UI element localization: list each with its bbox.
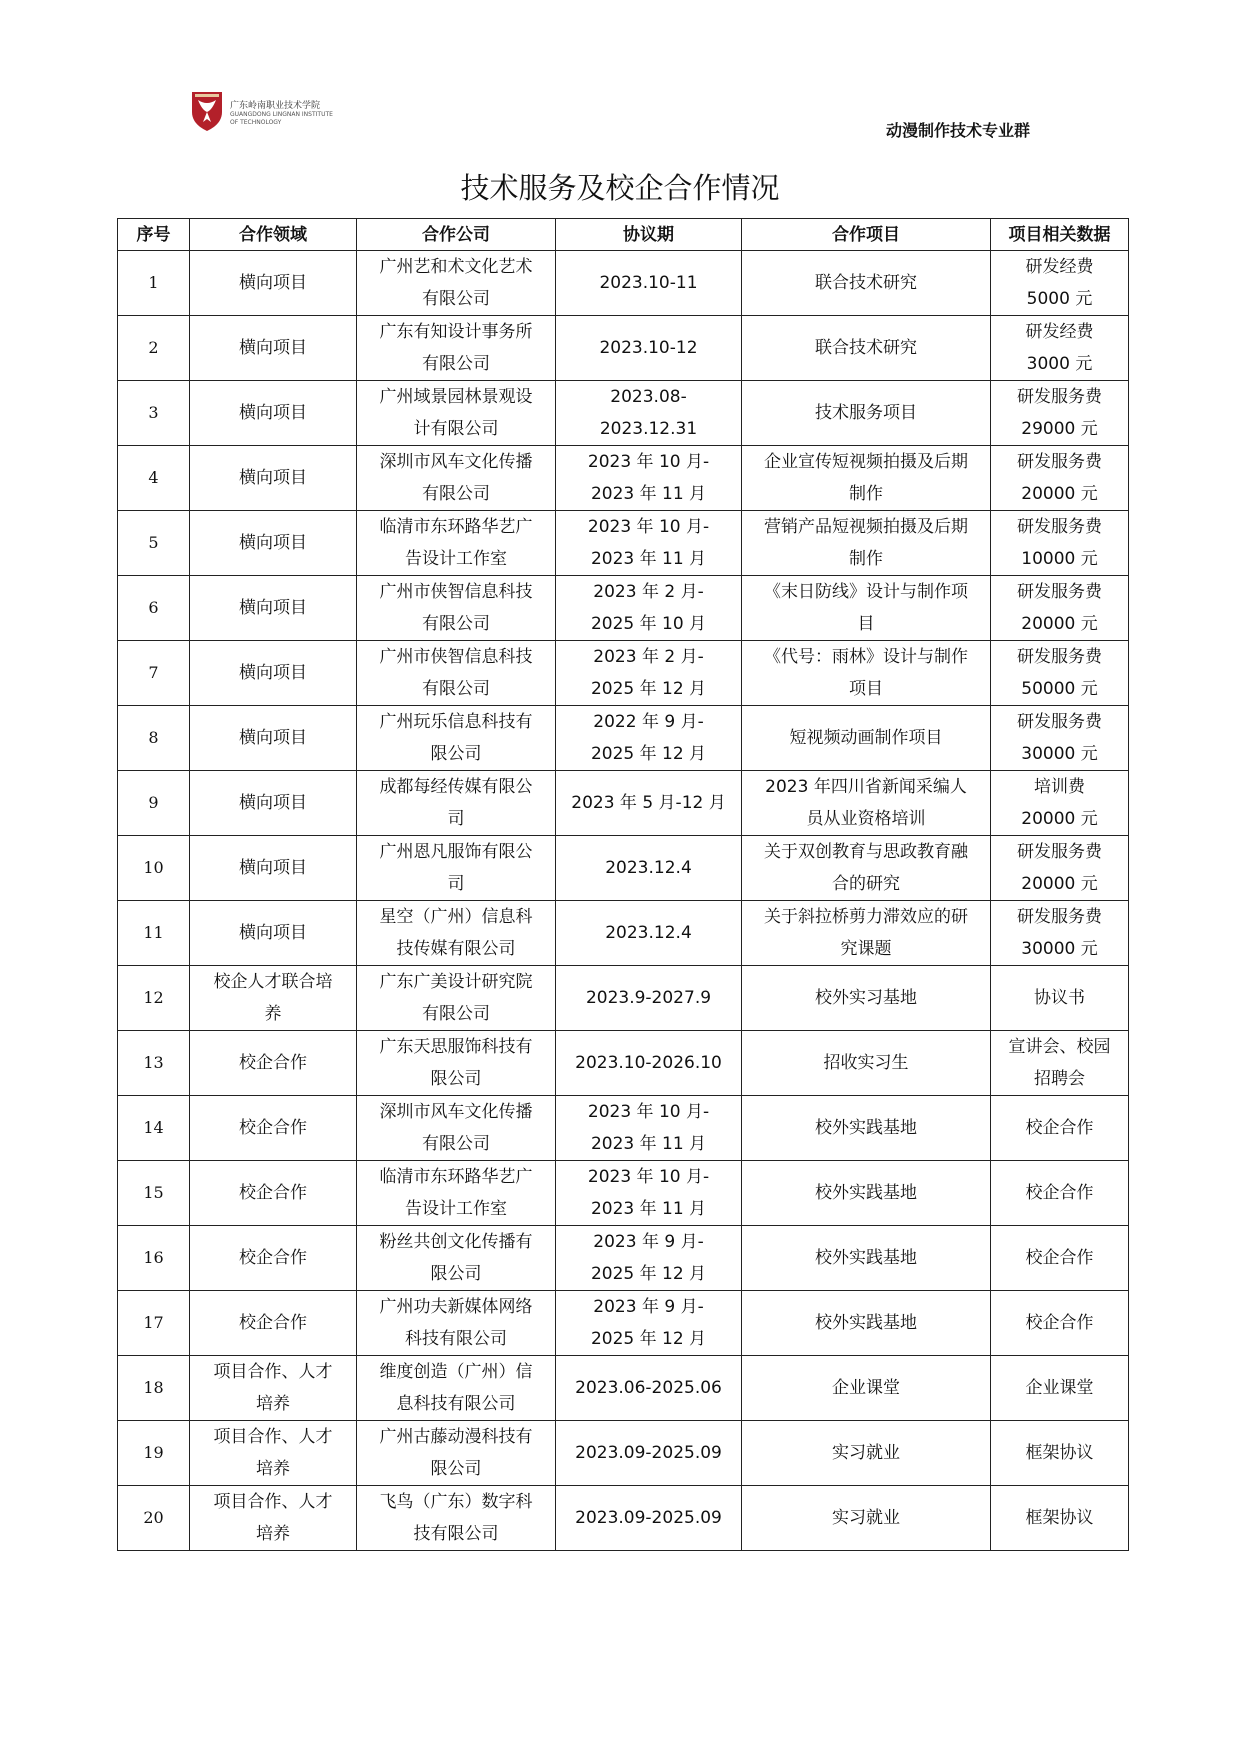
- cell-project: 校外实践基地: [742, 1161, 991, 1226]
- cell-project: 实习就业: [742, 1486, 991, 1551]
- cell-data: 研发经费 3000 元: [991, 316, 1129, 381]
- cell-period: 2023 年 2 月- 2025 年 12 月: [556, 641, 742, 706]
- cell-data: 研发服务费 30000 元: [991, 901, 1129, 966]
- table-row: [118, 836, 1129, 901]
- logo-school-name: 广东岭南职业技术学院: [230, 101, 321, 111]
- cell-field: 横向项目: [190, 836, 357, 901]
- cell-period: 2022 年 9 月- 2025 年 12 月: [556, 706, 742, 771]
- cell-field: 横向项目: [190, 641, 357, 706]
- cell-field: 横向项目: [190, 771, 357, 836]
- column-header-field: 合作领域: [190, 219, 357, 251]
- column-header-project: 合作项目: [742, 219, 991, 251]
- cell-period: 2023.06-2025.06: [556, 1356, 742, 1421]
- cell-data: 校企合作: [991, 1161, 1129, 1226]
- cell-field: 横向项目: [190, 511, 357, 576]
- cell-project: 《代号：雨林》设计与制作 项目: [742, 641, 991, 706]
- cell-field: 横向项目: [190, 901, 357, 966]
- cell-data: 研发服务费 50000 元: [991, 641, 1129, 706]
- cell-data: 企业课堂: [991, 1356, 1129, 1421]
- table-row: [118, 576, 1129, 641]
- page-title: 技术服务及校企合作情况: [460, 171, 780, 205]
- cell-project: 短视频动画制作项目: [742, 706, 991, 771]
- cell-company: 广州市侠智信息科技 有限公司: [357, 641, 556, 706]
- cell-data: 校企合作: [991, 1226, 1129, 1291]
- cell-data: 研发服务费 10000 元: [991, 511, 1129, 576]
- cell-project: 关于斜拉桥剪力滞效应的研 究课题: [742, 901, 991, 966]
- cell-period: 2023 年 10 月- 2023 年 11 月: [556, 446, 742, 511]
- cell-period: 2023.08- 2023.12.31: [556, 381, 742, 446]
- cell-company: 维度创造（广州）信 息科技有限公司: [357, 1356, 556, 1421]
- cell-no: 5: [118, 511, 190, 576]
- school-logo: [190, 90, 340, 136]
- professional-group-label: 动漫制作技术专业群: [885, 121, 1030, 140]
- cell-company: 临清市东环路华艺广 告设计工作室: [357, 1161, 556, 1226]
- cell-no: 2: [118, 316, 190, 381]
- cell-no: 16: [118, 1226, 190, 1291]
- cell-no: 15: [118, 1161, 190, 1226]
- cell-field: 横向项目: [190, 576, 357, 641]
- cell-no: 12: [118, 966, 190, 1031]
- cell-no: 19: [118, 1421, 190, 1486]
- cell-period: 2023 年 10 月- 2023 年 11 月: [556, 1096, 742, 1161]
- cell-no: 4: [118, 446, 190, 511]
- cell-company: 广州古藤动漫科技有 限公司: [357, 1421, 556, 1486]
- cell-company: 广州市侠智信息科技 有限公司: [357, 576, 556, 641]
- cell-period: 2023 年 10 月- 2023 年 11 月: [556, 1161, 742, 1226]
- cell-data: 研发经费 5000 元: [991, 251, 1129, 316]
- cell-field: 项目合作、人才 培养: [190, 1421, 357, 1486]
- cell-field: 校企合作: [190, 1291, 357, 1356]
- cell-project: 联合技术研究: [742, 316, 991, 381]
- table-row: [118, 316, 1129, 381]
- cell-period: 2023.12.4: [556, 836, 742, 901]
- cell-no: 20: [118, 1486, 190, 1551]
- cell-field: 横向项目: [190, 381, 357, 446]
- column-header-company: 合作公司: [357, 219, 556, 251]
- cell-field: 校企合作: [190, 1031, 357, 1096]
- cell-no: 10: [118, 836, 190, 901]
- cell-project: 实习就业: [742, 1421, 991, 1486]
- cell-company: 广东广美设计研究院 有限公司: [357, 966, 556, 1031]
- cell-period: 2023.10-12: [556, 316, 742, 381]
- cell-company: 粉丝共创文化传播有 限公司: [357, 1226, 556, 1291]
- cell-company: 临清市东环路华艺广 告设计工作室: [357, 511, 556, 576]
- table-body: [118, 251, 1129, 1551]
- table-row: [118, 1161, 1129, 1226]
- cell-data: 校企合作: [991, 1291, 1129, 1356]
- cell-project: 校外实践基地: [742, 1226, 991, 1291]
- cell-company: 星空（广州）信息科 技传媒有限公司: [357, 901, 556, 966]
- cell-period: 2023 年 9 月- 2025 年 12 月: [556, 1291, 742, 1356]
- cell-no: 14: [118, 1096, 190, 1161]
- cell-no: 17: [118, 1291, 190, 1356]
- table-row: [118, 381, 1129, 446]
- cell-data: 研发服务费 20000 元: [991, 446, 1129, 511]
- cell-data: 协议书: [991, 966, 1129, 1031]
- table-row: [118, 901, 1129, 966]
- table-row: [118, 1486, 1129, 1551]
- cell-project: 企业宣传短视频拍摄及后期 制作: [742, 446, 991, 511]
- cell-data: 研发服务费 20000 元: [991, 576, 1129, 641]
- cell-field: 项目合作、人才 培养: [190, 1356, 357, 1421]
- table-row: [118, 1356, 1129, 1421]
- table-row: [118, 641, 1129, 706]
- cell-no: 1: [118, 251, 190, 316]
- column-header-data: 项目相关数据: [991, 219, 1129, 251]
- table-row: [118, 771, 1129, 836]
- cell-company: 深圳市风车文化传播 有限公司: [357, 1096, 556, 1161]
- cell-field: 横向项目: [190, 251, 357, 316]
- cell-project: 关于双创教育与思政教育融 合的研究: [742, 836, 991, 901]
- cell-period: 2023 年 10 月- 2023 年 11 月: [556, 511, 742, 576]
- table-row: [118, 511, 1129, 576]
- cell-field: 横向项目: [190, 316, 357, 381]
- cell-company: 深圳市风车文化传播 有限公司: [357, 446, 556, 511]
- cell-field: 校企人才联合培 养: [190, 966, 357, 1031]
- cell-company: 广州域景园林景观设 计有限公司: [357, 381, 556, 446]
- table-row: [118, 1421, 1129, 1486]
- cell-data: 研发服务费 20000 元: [991, 836, 1129, 901]
- cell-company: 广东天思服饰科技有 限公司: [357, 1031, 556, 1096]
- cell-data: 校企合作: [991, 1096, 1129, 1161]
- cell-field: 校企合作: [190, 1161, 357, 1226]
- cell-project: 《末日防线》设计与制作项 目: [742, 576, 991, 641]
- cell-company: 广州玩乐信息科技有 限公司: [357, 706, 556, 771]
- cell-period: 2023 年 5 月-12 月: [556, 771, 742, 836]
- cell-project: 校外实习基地: [742, 966, 991, 1031]
- table-row: [118, 966, 1129, 1031]
- cell-no: 9: [118, 771, 190, 836]
- cell-data: 培训费 20000 元: [991, 771, 1129, 836]
- cooperation-table: [117, 218, 1129, 1551]
- cell-company: 广州功夫新媒体网络 科技有限公司: [357, 1291, 556, 1356]
- cell-company: 广州恩凡服饰有限公 司: [357, 836, 556, 901]
- cell-no: 7: [118, 641, 190, 706]
- cell-no: 13: [118, 1031, 190, 1096]
- cell-project: 校外实践基地: [742, 1096, 991, 1161]
- cell-project: 技术服务项目: [742, 381, 991, 446]
- table-row: [118, 1291, 1129, 1356]
- column-header-no: 序号: [118, 219, 190, 251]
- cell-project: 营销产品短视频拍摄及后期 制作: [742, 511, 991, 576]
- table-row: [118, 251, 1129, 316]
- cell-project: 校外实践基地: [742, 1291, 991, 1356]
- cell-no: 6: [118, 576, 190, 641]
- cell-field: 校企合作: [190, 1226, 357, 1291]
- cell-field: 项目合作、人才 培养: [190, 1486, 357, 1551]
- cell-period: 2023.12.4: [556, 901, 742, 966]
- school-emblem-icon: [190, 90, 224, 132]
- table-row: [118, 1031, 1129, 1096]
- cell-data: 研发服务费 29000 元: [991, 381, 1129, 446]
- cell-no: 8: [118, 706, 190, 771]
- cell-company: 广东有知设计事务所 有限公司: [357, 316, 556, 381]
- cell-company: 飞鸟（广东）数字科 技有限公司: [357, 1486, 556, 1551]
- cell-no: 3: [118, 381, 190, 446]
- cell-field: 横向项目: [190, 706, 357, 771]
- cell-project: 2023 年四川省新闻采编人 员从业资格培训: [742, 771, 991, 836]
- cell-no: 18: [118, 1356, 190, 1421]
- cell-data: 研发服务费 30000 元: [991, 706, 1129, 771]
- cell-company: 成都每经传媒有限公 司: [357, 771, 556, 836]
- logo-school-english-name: GUANGDONG LINGNAN INSTITUTE OF TECHNOLOGY: [230, 111, 333, 126]
- cell-data: 宣讲会、校园 招聘会: [991, 1031, 1129, 1096]
- cell-field: 校企合作: [190, 1096, 357, 1161]
- cell-data: 框架协议: [991, 1486, 1129, 1551]
- cell-period: 2023.09-2025.09: [556, 1486, 742, 1551]
- cell-period: 2023 年 2 月- 2025 年 10 月: [556, 576, 742, 641]
- table-row: [118, 1096, 1129, 1161]
- table-row: [118, 1226, 1129, 1291]
- cell-project: 联合技术研究: [742, 251, 991, 316]
- cell-project: 企业课堂: [742, 1356, 991, 1421]
- cell-company: 广州艺和术文化艺术 有限公司: [357, 251, 556, 316]
- table-row: [118, 706, 1129, 771]
- cell-period: 2023.09-2025.09: [556, 1421, 742, 1486]
- cell-project: 招收实习生: [742, 1031, 991, 1096]
- column-header-period: 协议期: [556, 219, 742, 251]
- cell-data: 框架协议: [991, 1421, 1129, 1486]
- table-row: [118, 446, 1129, 511]
- cell-period: 2023 年 9 月- 2025 年 12 月: [556, 1226, 742, 1291]
- cell-period: 2023.10-2026.10: [556, 1031, 742, 1096]
- cell-period: 2023.10-11: [556, 251, 742, 316]
- cell-field: 横向项目: [190, 446, 357, 511]
- cell-period: 2023.9-2027.9: [556, 966, 742, 1031]
- cell-no: 11: [118, 901, 190, 966]
- table-header-row: [118, 219, 1129, 251]
